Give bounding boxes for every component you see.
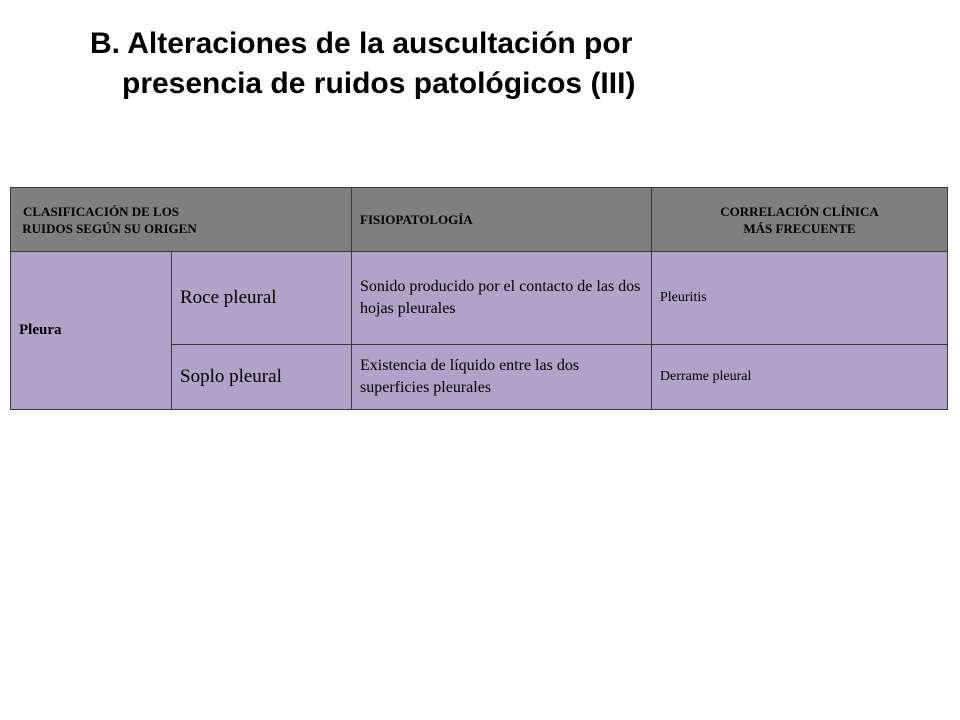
sound-name-cell: Roce pleural	[172, 252, 352, 345]
correlation-cell: Derrame pleural	[652, 345, 948, 410]
description-cell: Existencia de líquido entre las dos superficies pleurales	[352, 345, 652, 410]
slide-title-line2: presencia de ruidos patológicos (III)	[122, 67, 636, 100]
header-physiopathology: FISIOPATOLOGÍA	[352, 188, 652, 252]
header-classification-line2: RUIDOS SEGÚN SU ORIGEN	[19, 220, 197, 236]
sound-name-cell: Soplo pleural	[172, 345, 352, 410]
header-correlation-line2: MÁS FRECUENTE	[743, 220, 856, 236]
correlation-cell: Pleuritis	[652, 252, 948, 345]
slide-title-line1: B. Alteraciones de la auscultación por	[90, 27, 633, 60]
slide-title	[90, 24, 910, 104]
category-cell: Pleura	[11, 252, 172, 410]
header-classification	[11, 188, 352, 252]
description-cell: Sonido producido por el contacto de las dos hojas pleurales	[352, 252, 652, 345]
auscultation-table	[10, 187, 948, 410]
header-classification-line1: CLASIFICACIÓN DE LOS	[23, 203, 180, 219]
table-header-row	[11, 188, 948, 252]
header-correlation	[652, 188, 948, 252]
header-correlation-line1: CORRELACIÓN CLÍNICA	[720, 203, 879, 219]
table-row	[11, 252, 948, 345]
